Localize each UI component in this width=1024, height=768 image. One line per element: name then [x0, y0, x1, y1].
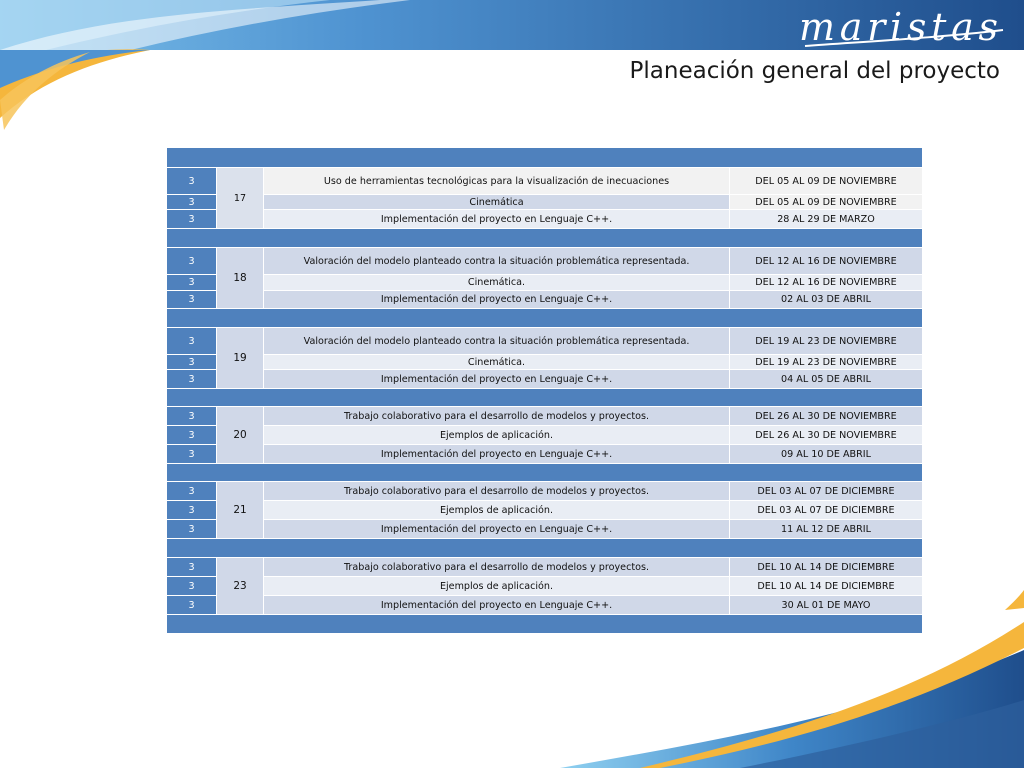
activity-cell: Cinemática.	[264, 355, 730, 370]
separator-row	[167, 309, 923, 328]
activity-cell: Ejemplos de aplicación.	[264, 577, 730, 596]
table-row	[167, 426, 923, 445]
table-row	[167, 248, 923, 275]
week-cell: 18	[217, 248, 264, 309]
table-row	[167, 407, 923, 426]
maristas-logo	[797, 2, 1007, 54]
activity-cell: Trabajo colaborativo para el desarrollo de modelos y proyectos.	[264, 407, 730, 426]
activity-cell: Valoración del modelo planteado contra la situación problemática representada.	[264, 248, 730, 275]
unit-cell: 3	[167, 291, 217, 309]
activity-cell: Valoración del modelo planteado contra la situación problemática representada.	[264, 328, 730, 355]
unit-cell: 3	[167, 407, 217, 426]
table-row	[167, 195, 923, 210]
table-row	[167, 482, 923, 501]
date-cell: 04 AL 05 DE ABRIL	[730, 370, 923, 389]
activity-cell: Implementación del proyecto en Lenguaje C++.	[264, 210, 730, 229]
date-cell: 28 AL 29 DE MARZO	[730, 210, 923, 229]
date-cell: DEL 10 AL 14 DE DICIEMBRE	[730, 558, 923, 577]
unit-cell: 3	[167, 328, 217, 355]
date-cell: DEL 05 AL 09 DE NOVIEMBRE	[730, 168, 923, 195]
unit-cell: 3	[167, 248, 217, 275]
unit-cell: 3	[167, 520, 217, 539]
activity-cell: Uso de herramientas tecnológicas para la visualización de inecuaciones	[264, 168, 730, 195]
unit-cell: 3	[167, 445, 217, 464]
date-cell: DEL 05 AL 09 DE NOVIEMBRE	[730, 195, 923, 210]
date-cell: DEL 03 AL 07 DE DICIEMBRE	[730, 482, 923, 501]
table-row	[167, 370, 923, 389]
separator-row	[167, 389, 923, 407]
separator-row	[167, 148, 923, 168]
unit-cell: 3	[167, 501, 217, 520]
unit-cell: 3	[167, 275, 217, 291]
date-cell: DEL 19 AL 23 DE NOVIEMBRE	[730, 328, 923, 355]
svg-text:maristas: maristas	[799, 5, 999, 49]
date-cell: DEL 19 AL 23 DE NOVIEMBRE	[730, 355, 923, 370]
activity-cell: Implementación del proyecto en Lenguaje C++.	[264, 520, 730, 539]
table-row	[167, 291, 923, 309]
activity-cell: Implementación del proyecto en Lenguaje C++.	[264, 291, 730, 309]
table-row	[167, 558, 923, 577]
table-row	[167, 210, 923, 229]
week-cell: 17	[217, 168, 264, 229]
table-row	[167, 355, 923, 370]
unit-cell: 3	[167, 577, 217, 596]
table-row	[167, 328, 923, 355]
unit-cell: 3	[167, 426, 217, 445]
activity-cell: Implementación del proyecto en Lenguaje C++.	[264, 370, 730, 389]
table-row	[167, 501, 923, 520]
unit-cell: 3	[167, 558, 217, 577]
separator-bar	[167, 148, 923, 168]
date-cell: 09 AL 10 DE ABRIL	[730, 445, 923, 464]
unit-cell: 3	[167, 596, 217, 615]
unit-cell: 3	[167, 482, 217, 501]
separator-bar	[167, 229, 923, 248]
table-row	[167, 445, 923, 464]
separator-row	[167, 539, 923, 558]
date-cell: DEL 03 AL 07 DE DICIEMBRE	[730, 501, 923, 520]
date-cell: 02 AL 03 DE ABRIL	[730, 291, 923, 309]
separator-bar	[167, 464, 923, 482]
activity-cell: Cinemática.	[264, 275, 730, 291]
separator-bar	[167, 539, 923, 558]
week-cell: 19	[217, 328, 264, 389]
table-row	[167, 577, 923, 596]
week-cell: 23	[217, 558, 264, 615]
date-cell: DEL 12 AL 16 DE NOVIEMBRE	[730, 248, 923, 275]
activity-cell: Implementación del proyecto en Lenguaje C++.	[264, 596, 730, 615]
date-cell: DEL 26 AL 30 DE NOVIEMBRE	[730, 426, 923, 445]
table-row	[167, 275, 923, 291]
date-cell: DEL 10 AL 14 DE DICIEMBRE	[730, 577, 923, 596]
separator-row	[167, 229, 923, 248]
separator-bar	[167, 309, 923, 328]
unit-cell: 3	[167, 168, 217, 195]
date-cell: DEL 26 AL 30 DE NOVIEMBRE	[730, 407, 923, 426]
date-cell: 30 AL 01 DE MAYO	[730, 596, 923, 615]
separator-row	[167, 464, 923, 482]
schedule-table	[166, 147, 923, 634]
separator-bar	[167, 389, 923, 407]
activity-cell: Ejemplos de aplicación.	[264, 426, 730, 445]
activity-cell: Cinemática	[264, 195, 730, 210]
activity-cell: Ejemplos de aplicación.	[264, 501, 730, 520]
separator-row	[167, 615, 923, 634]
unit-cell: 3	[167, 370, 217, 389]
date-cell: 11 AL 12 DE ABRIL	[730, 520, 923, 539]
unit-cell: 3	[167, 210, 217, 229]
page-title: Planeación general del proyecto	[629, 58, 1000, 84]
activity-cell: Trabajo colaborativo para el desarrollo de modelos y proyectos.	[264, 482, 730, 501]
week-cell: 21	[217, 482, 264, 539]
table-row	[167, 520, 923, 539]
activity-cell: Implementación del proyecto en Lenguaje C++.	[264, 445, 730, 464]
separator-bar	[167, 615, 923, 634]
unit-cell: 3	[167, 195, 217, 210]
date-cell: DEL 12 AL 16 DE NOVIEMBRE	[730, 275, 923, 291]
table-row	[167, 596, 923, 615]
week-cell: 20	[217, 407, 264, 464]
activity-cell: Trabajo colaborativo para el desarrollo de modelos y proyectos.	[264, 558, 730, 577]
table-row	[167, 168, 923, 195]
unit-cell: 3	[167, 355, 217, 370]
